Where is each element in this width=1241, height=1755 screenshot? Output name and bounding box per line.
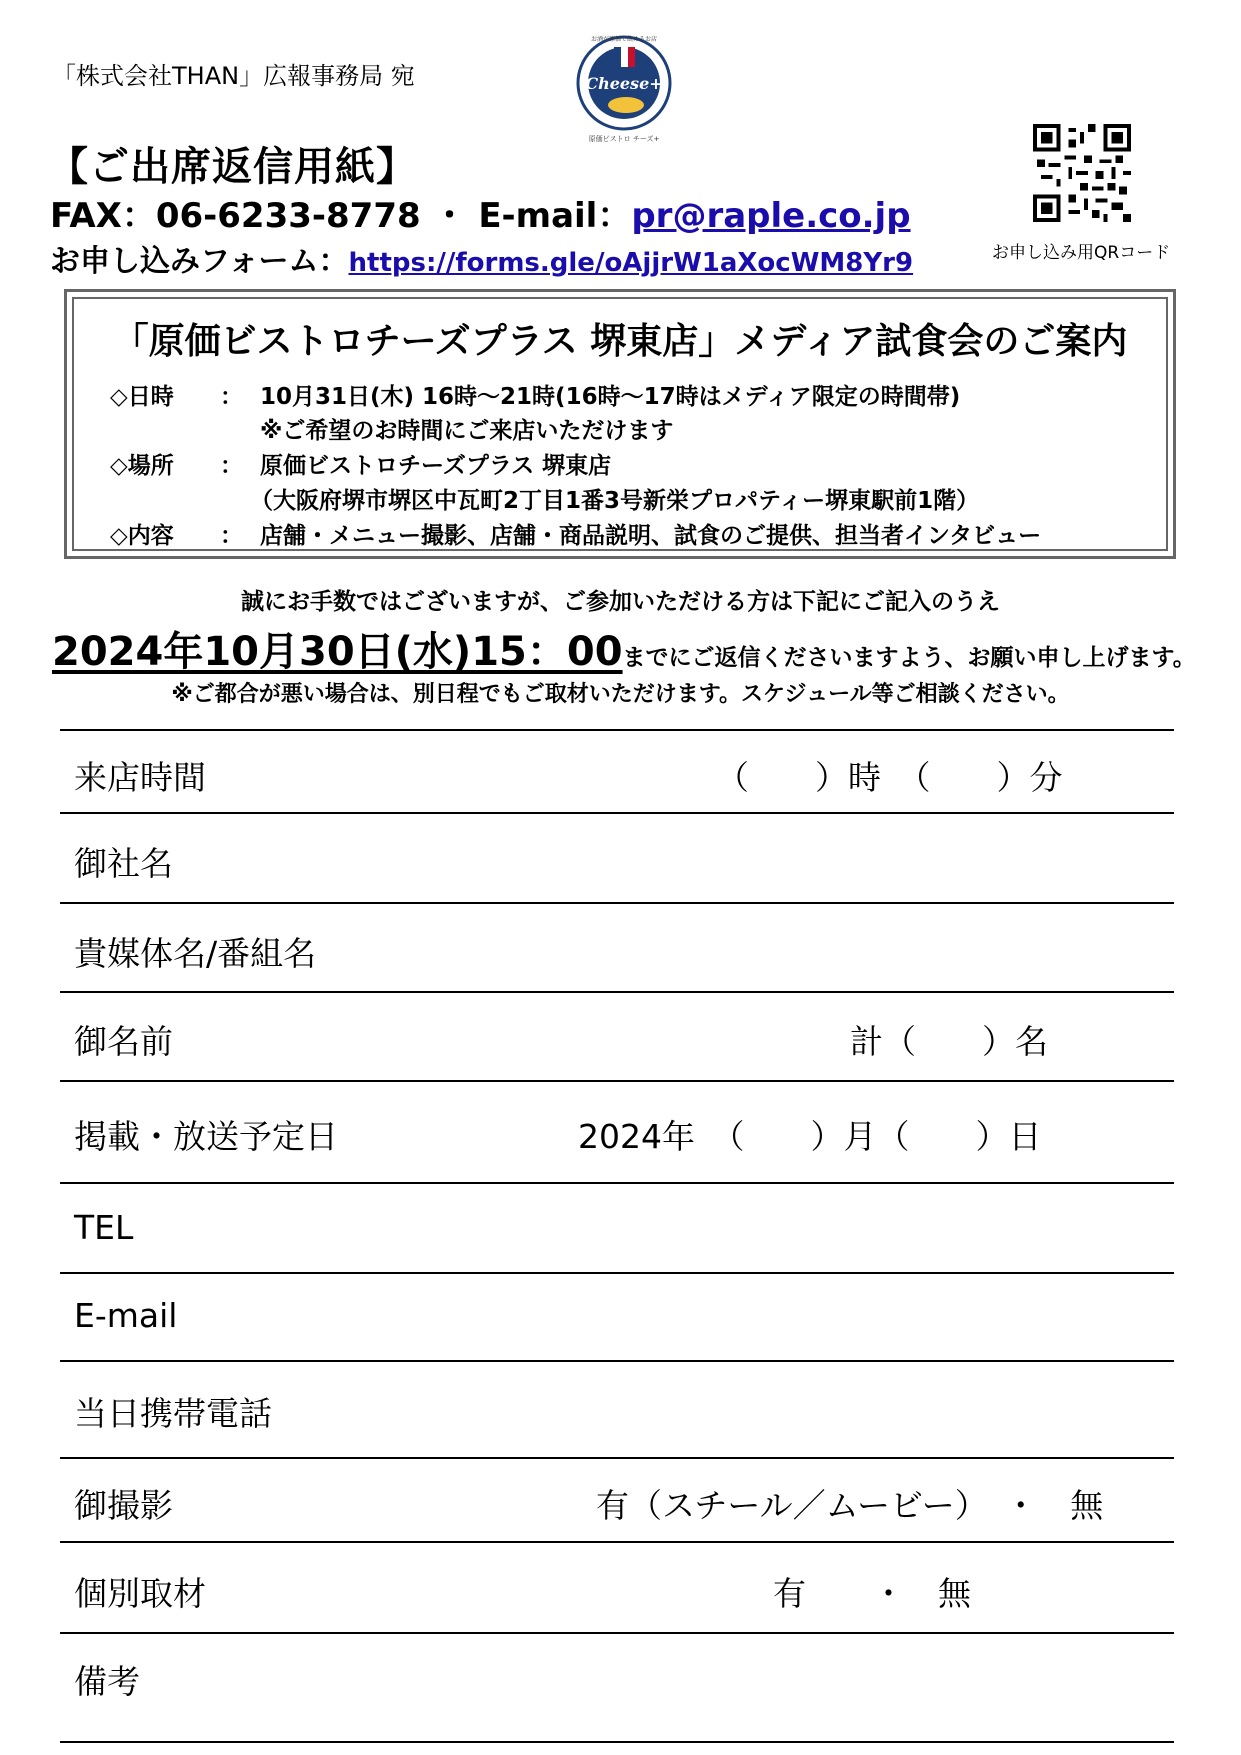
logo-caption: 原価ビストロ チーズ+ xyxy=(588,135,660,143)
interview-option[interactable]: 有 ・ 無 xyxy=(773,1574,971,1613)
tel-field[interactable] xyxy=(200,1190,1160,1260)
media-label: 貴媒体名/番組名 xyxy=(74,934,317,973)
form-divider xyxy=(60,1541,1174,1543)
logo-brand-text: Cheese+ xyxy=(585,74,663,93)
qr-caption: お申し込み用QRコード xyxy=(992,243,1171,263)
email-link[interactable]: pr@raple.co.jp xyxy=(631,196,911,236)
notice-line-1: 誠にお手数ではございますが、ご参加いただける方は下記にご記入のうえ xyxy=(241,589,1000,615)
form-line-top xyxy=(60,729,1174,731)
form-divider xyxy=(60,991,1174,993)
mobile-field[interactable] xyxy=(320,1370,1160,1445)
notice-line-3: ※ご都合が悪い場合は、別日程でもご取材いただけます。スケジュール等ご相談ください。 xyxy=(171,682,1070,707)
deadline-line xyxy=(52,620,1196,677)
photo-option[interactable]: 有（スチール／ムービー） ・ 無 xyxy=(596,1486,1104,1525)
name-label: 御名前 xyxy=(74,1022,173,1061)
form-divider xyxy=(60,1360,1174,1362)
media-field[interactable] xyxy=(360,910,1160,980)
form-label: お申し込みフォーム： xyxy=(50,244,349,279)
page-title: 【ご出席返信用紙】 xyxy=(48,144,417,190)
form-url-link[interactable]: https://forms.gle/oAjjrW1aXocWM8Yr9 xyxy=(348,248,914,278)
email-label: E-mail xyxy=(74,1296,178,1335)
info-row-datetime: ◇日時 ： 10月31日(木) 16時～21時(16時～17時はメディア限定の時間帯) xyxy=(110,384,961,410)
form-divider xyxy=(60,1632,1174,1634)
info-row-content: ◇内容 ： 店舗・メニュー撮影、店舗・商品説明、試食のご提供、担当者インタビュー xyxy=(110,523,1042,549)
visit-time-label: 来店時間 xyxy=(74,758,206,797)
event-info-box xyxy=(64,289,1176,559)
tel-label: TEL xyxy=(74,1208,134,1247)
cheese-plus-logo xyxy=(568,33,680,145)
info-row-place: ◇場所 ： 原価ビストロチーズプラス 堺東店 xyxy=(110,453,612,479)
photo-label: 御撮影 xyxy=(74,1486,173,1525)
deadline-date: 2024年10月30日(水)15：00 xyxy=(52,629,623,675)
mobile-label: 当日携帯電話 xyxy=(74,1394,272,1433)
remarks-label: 備考 xyxy=(74,1662,140,1701)
info-row-address: （大阪府堺市堺区中瓦町2丁目1番3号新栄プロパティー堺東駅前1階） xyxy=(250,488,980,514)
company-label: 御社名 xyxy=(74,844,173,883)
fax-label: FAX：06-6233-8778 ・ E-mail： xyxy=(50,196,632,236)
form-divider xyxy=(60,1272,1174,1274)
form-divider xyxy=(60,1457,1174,1459)
deadline-text: までにご返信くださいますよう、お願い申し上げます。 xyxy=(622,645,1196,671)
form-divider xyxy=(60,1182,1174,1184)
name-count-field[interactable]: 計（ ）名 xyxy=(850,1022,1048,1061)
form-divider xyxy=(60,812,1174,814)
visit-time-field[interactable]: （ ）時 （ ）分 xyxy=(716,758,1063,797)
event-title: 「原価ビストロチーズプラス 堺東店」メディア試食会のご案内 xyxy=(112,321,1128,362)
publish-date-label: 掲載・放送予定日 xyxy=(74,1117,338,1156)
company-field[interactable] xyxy=(300,820,1160,890)
interview-label: 個別取材 xyxy=(74,1574,206,1613)
form-divider xyxy=(60,902,1174,904)
qr-code-icon xyxy=(1033,124,1131,222)
logo-arc-text: お酒が原価で飲めるお店 xyxy=(590,36,658,43)
remarks-field[interactable] xyxy=(200,1640,1160,1730)
addressee: 「株式会社THAN」広報事務局 宛 xyxy=(52,62,415,90)
email-field[interactable] xyxy=(230,1280,1160,1350)
form-line xyxy=(50,236,913,280)
form-divider xyxy=(60,1080,1174,1082)
form-line-bottom xyxy=(60,1741,1174,1743)
publish-date-field[interactable]: 2024年 （ ）月（ ）日 xyxy=(578,1117,1042,1156)
info-row-datetime-note: ※ご希望のお時間にご来店いただけます xyxy=(260,418,674,444)
contact-line xyxy=(50,188,911,237)
